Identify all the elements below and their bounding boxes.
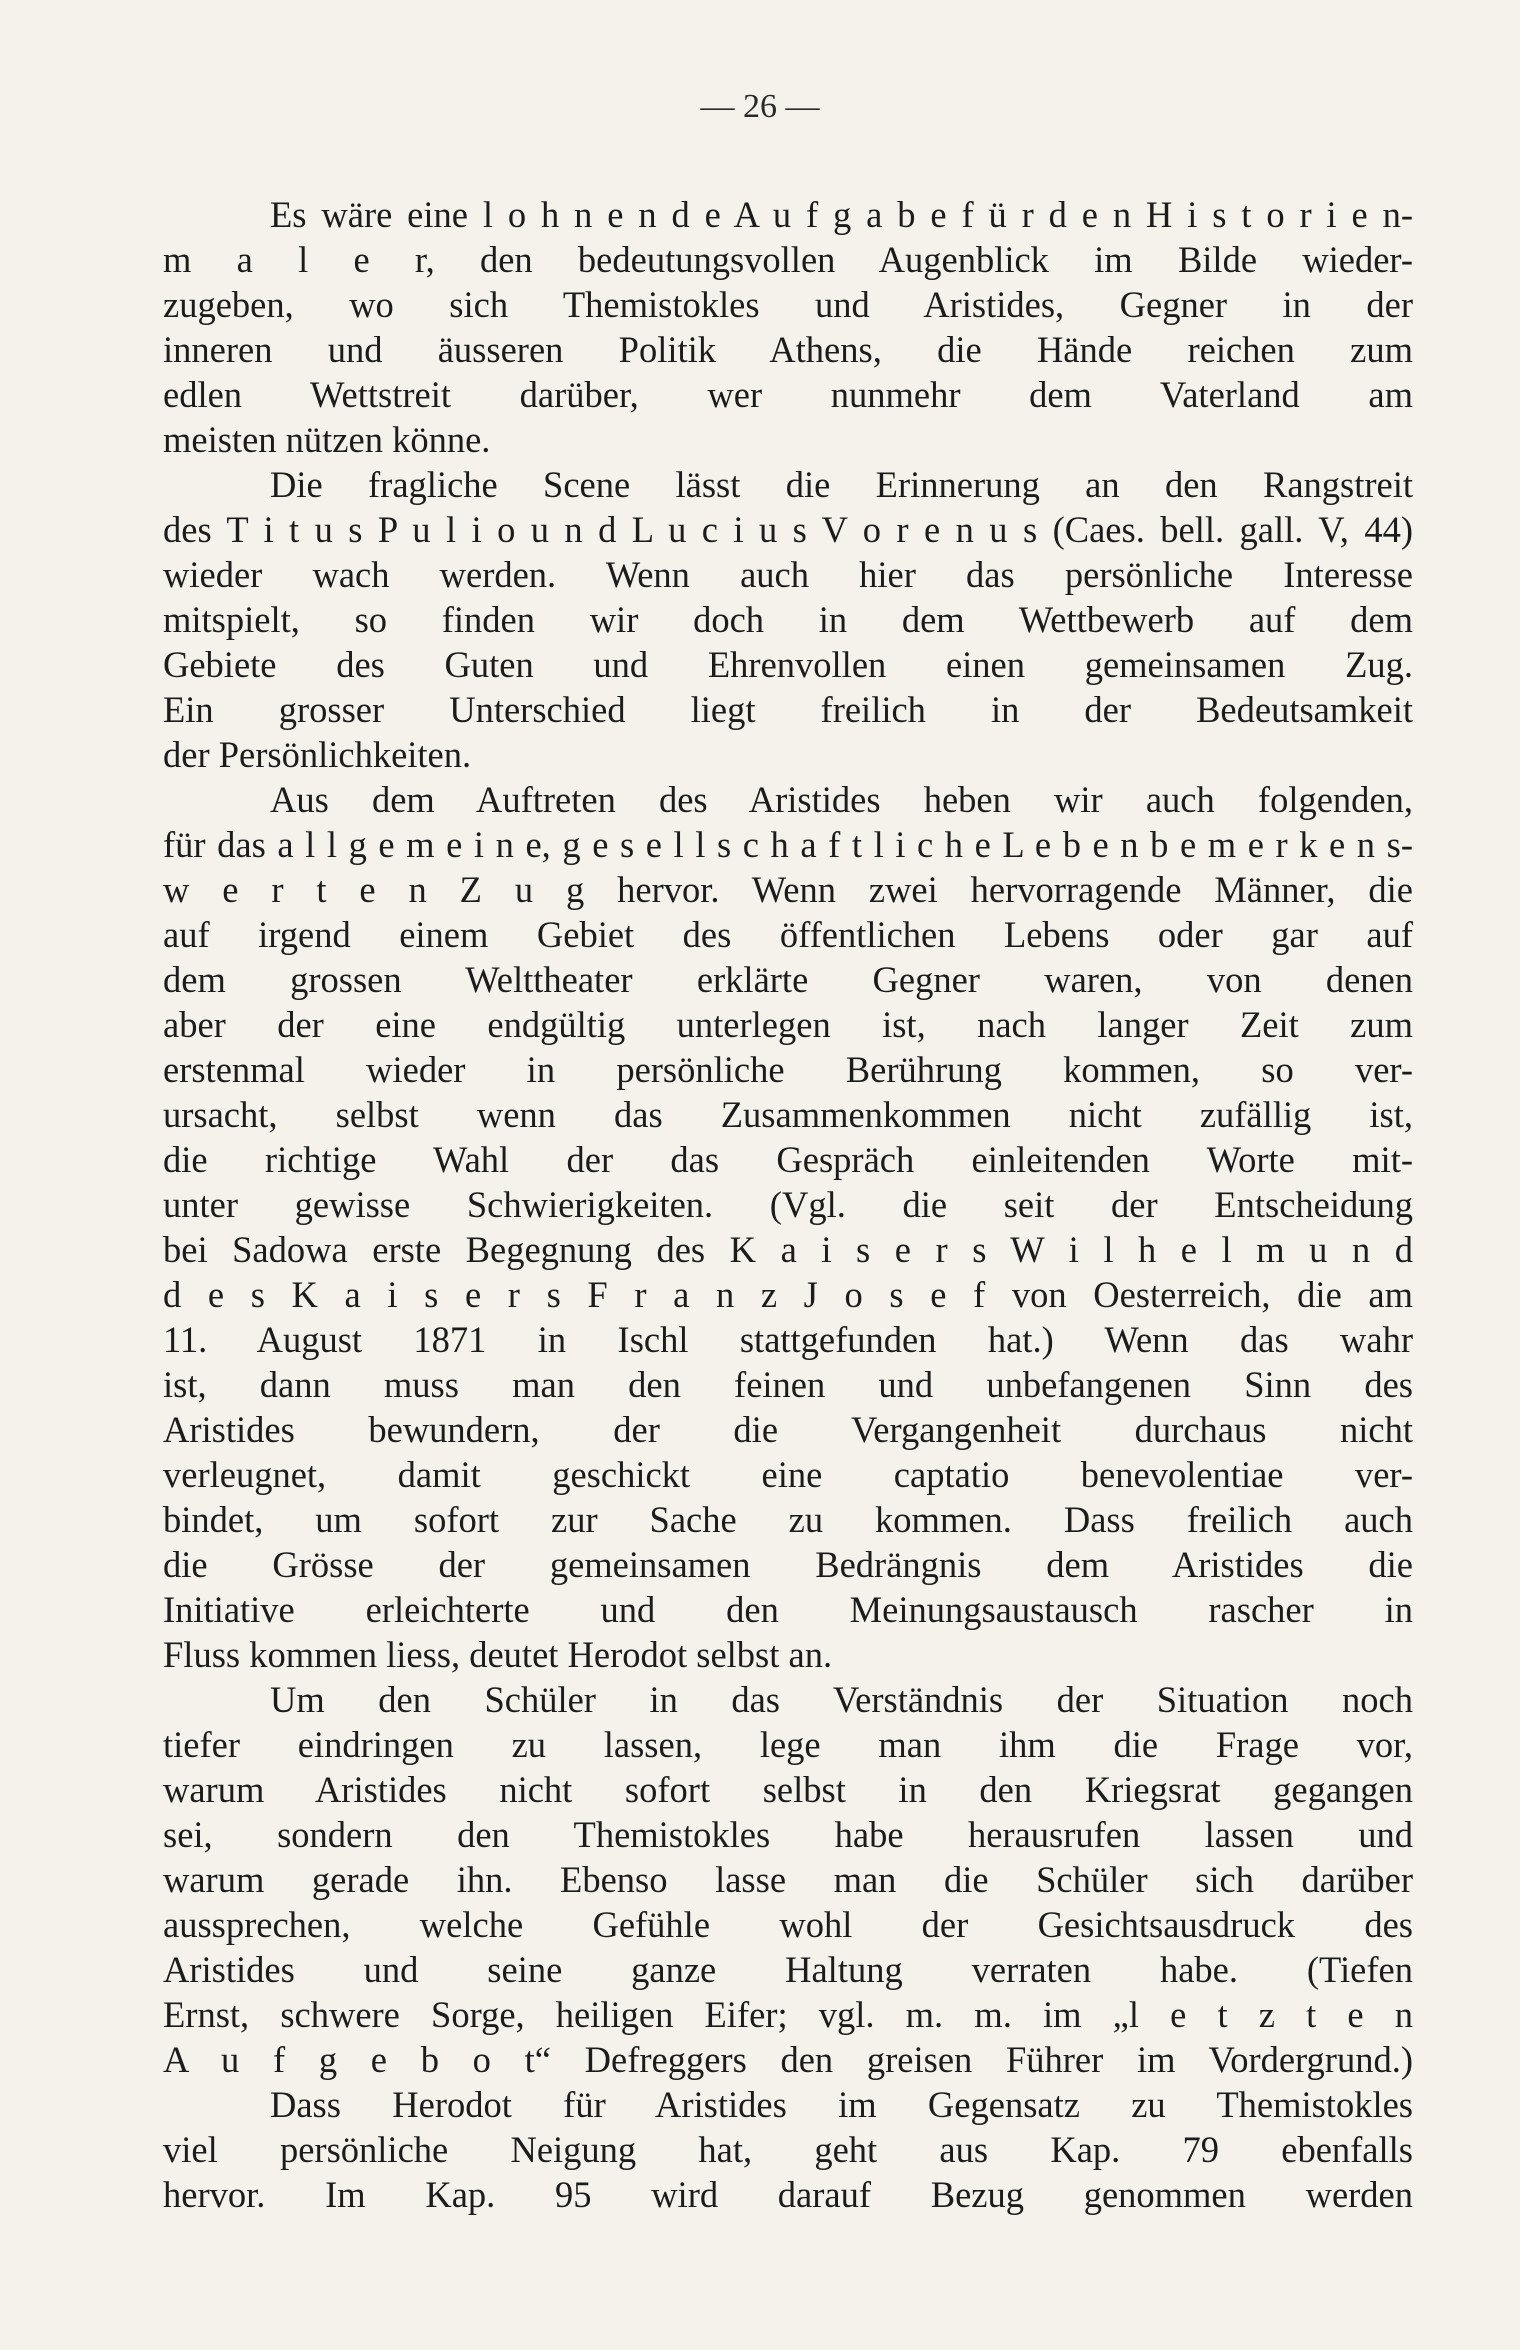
text-line: mitspielt, so finden wir doch in dem Wettbewerb auf dem xyxy=(163,599,1413,640)
text-line: zugeben, wo sich Themistokles und Aristides, Gegner in der xyxy=(163,284,1413,325)
text-line: auf irgend einem Gebiet des öffentlichen Lebens oder gar auf xyxy=(163,914,1413,955)
text-line: warum Aristides nicht sofort selbst in den Kriegsrat gegangen xyxy=(163,1769,1413,1810)
text-line: tiefer eindringen zu lassen, lege man ihm die Frage vor, xyxy=(163,1724,1413,1765)
text-line: Initiative erleichterte und den Meinungsaustausch rascher in xyxy=(163,1589,1413,1630)
text-line: Gebiete des Guten und Ehrenvollen einen gemeinsamen Zug. xyxy=(163,644,1413,685)
text-line: ist, dann muss man den feinen und unbefangenen Sinn des xyxy=(163,1364,1413,1405)
text-line: für das a l l g e m e i n e, g e s e l l s c h a f t l i c h e L e b e n b e m e r k e n s- xyxy=(163,824,1413,865)
text-line: verleugnet, damit geschickt eine captatio benevolentiae ver- xyxy=(163,1454,1413,1495)
text-line: viel persönliche Neigung hat, geht aus Kap. 79 ebenfalls xyxy=(163,2129,1413,2170)
text-line: Ein grosser Unterschied liegt freilich in der Bedeutsamkeit xyxy=(163,689,1413,730)
text-line: Es wäre eine l o h n e n d e A u f g a b e f ü r d e n H i s t o r i e n- xyxy=(270,194,1413,235)
text-line: ursacht, selbst wenn das Zusammenkommen nicht zufällig ist, xyxy=(163,1094,1413,1135)
text-line: bindet, um sofort zur Sache zu kommen. Dass freilich auch xyxy=(163,1499,1413,1540)
text-line: w e r t e n Z u g hervor. Wenn zwei hervorragende Männer, die xyxy=(163,869,1413,910)
text-line: aber der eine endgültig unterlegen ist, nach langer Zeit zum xyxy=(163,1004,1413,1045)
text-line: warum gerade ihn. Ebenso lasse man die Schüler sich darüber xyxy=(163,1859,1413,1900)
text-line: Aristides bewundern, der die Vergangenheit durchaus nicht xyxy=(163,1409,1413,1450)
text-line: dem grossen Welttheater erklärte Gegner waren, von denen xyxy=(163,959,1413,1000)
text-line: der Persönlichkeiten. xyxy=(163,734,472,775)
text-line: m a l e r, den bedeutungsvollen Augenblick im Bilde wieder- xyxy=(163,239,1413,280)
text-line: Fluss kommen liess, deutet Herodot selbst an. xyxy=(163,1634,833,1675)
text-line: sei, sondern den Themistokles habe herausrufen lassen und xyxy=(163,1814,1413,1855)
text-line: Um den Schüler in das Verständnis der Situation noch xyxy=(270,1679,1413,1720)
text-line: erstenmal wieder in persönliche Berührung kommen, so ver- xyxy=(163,1049,1413,1090)
text-line: unter gewisse Schwierigkeiten. (Vgl. die seit der Entscheidung xyxy=(163,1184,1413,1225)
text-line: Ernst, schwere Sorge, heiligen Eifer; vgl. m. m. im „l e t z t e n xyxy=(163,1994,1413,2035)
text-line: bei Sadowa erste Begegnung des K a i s e r s W i l h e l m u n d xyxy=(163,1229,1413,1270)
text-line: die Grösse der gemeinsamen Bedrängnis dem Aristides die xyxy=(163,1544,1413,1585)
text-line: hervor. Im Kap. 95 wird darauf Bezug genommen werden xyxy=(163,2174,1413,2215)
text-line: 11. August 1871 in Ischl stattgefunden hat.) Wenn das wahr xyxy=(163,1319,1413,1360)
text-line: Aristides und seine ganze Haltung verraten habe. (Tiefen xyxy=(163,1949,1413,1990)
text-line: die richtige Wahl der das Gespräch einleitenden Worte mit- xyxy=(163,1139,1413,1180)
text-line: edlen Wettstreit darüber, wer nunmehr dem Vaterland am xyxy=(163,374,1413,415)
text-line: d e s K a i s e r s F r a n z J o s e f von Oesterreich, die am xyxy=(163,1274,1413,1315)
text-line: des T i t u s P u l i o u n d L u c i u s V o r e n u s (Caes. bell. gall. V, 44) xyxy=(163,509,1413,550)
text-line: Die fragliche Scene lässt die Erinnerung an den Rangstreit xyxy=(270,464,1413,505)
text-line: inneren und äusseren Politik Athens, die Hände reichen zum xyxy=(163,329,1413,370)
text-line: meisten nützen könne. xyxy=(163,419,491,460)
text-line: wieder wach werden. Wenn auch hier das persönliche Interesse xyxy=(163,554,1413,595)
text-line: aussprechen, welche Gefühle wohl der Gesichtsausdruck des xyxy=(163,1904,1413,1945)
page-number: — 26 — xyxy=(700,88,820,125)
text-line: Aus dem Auftreten des Aristides heben wir auch folgenden, xyxy=(270,779,1413,820)
text-line: Dass Herodot für Aristides im Gegensatz zu Themistokles xyxy=(270,2084,1413,2125)
text-line: A u f g e b o t“ Defreggers den greisen Führer im Vordergrund.) xyxy=(163,2039,1413,2080)
body-text xyxy=(163,192,1413,2217)
